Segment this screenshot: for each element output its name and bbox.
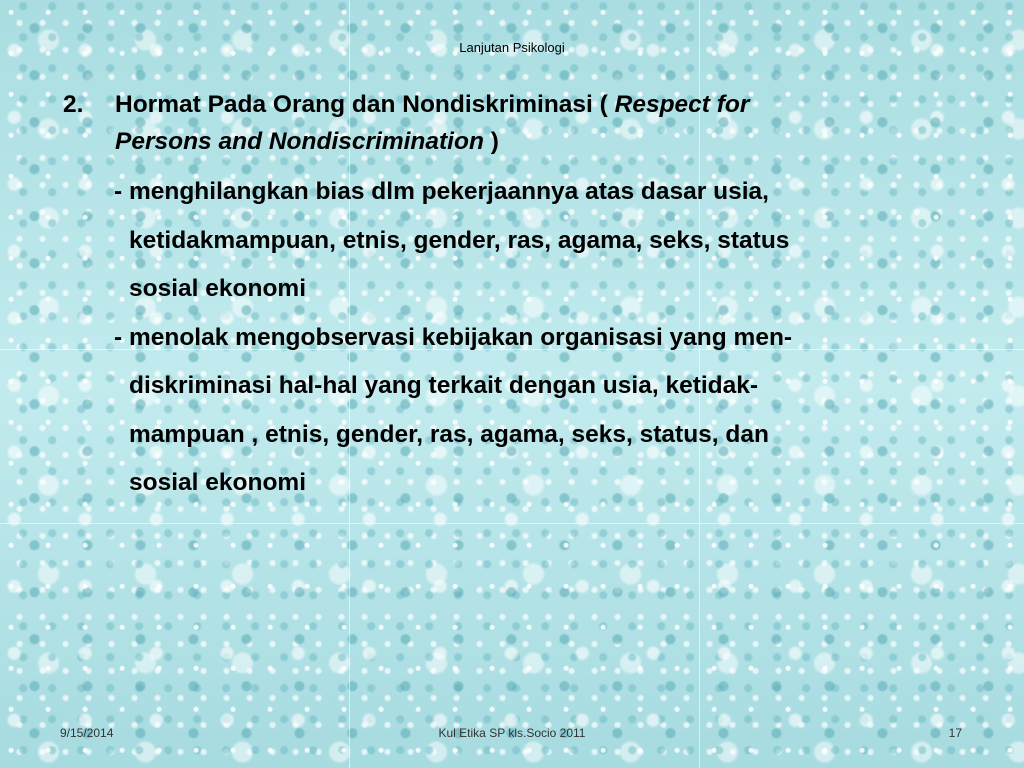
- slide-header: Lanjutan Psikologi: [459, 40, 565, 55]
- heading-text: Hormat Pada Orang dan Nondiskriminasi (: [115, 91, 608, 118]
- heading-italic-text: Persons and Nondiscrimination: [115, 128, 484, 155]
- bullet-line: diskriminasi hal-hal yang terkait dengan usia, ketidak-: [129, 372, 759, 399]
- bullet-line: sosial ekonomi: [129, 469, 307, 496]
- bullet-item: [60, 314, 960, 508]
- slide-body: [60, 86, 960, 508]
- bullet-item: [60, 168, 960, 314]
- bullet-line: - menghilangkan bias dlm pekerjaannya atas dasar usia,: [114, 178, 769, 205]
- bullet-line: - menolak mengobservasi kebijakan organisasi yang men-: [114, 323, 793, 351]
- bullet-line: sosial ekonomi: [129, 275, 307, 302]
- background-tile-line: [0, 523, 1024, 524]
- bullet-line: ketidakmampuan, etnis, gender, ras, agama, seks, status: [129, 226, 790, 254]
- footer-date: 9/15/2014: [60, 726, 114, 740]
- footer-page-number: 17: [948, 726, 962, 740]
- bullet-line: mampuan , etnis, gender, ras, agama, seks, status, dan: [129, 420, 769, 448]
- footer-title: Kul Etika SP kls.Socio 2011: [438, 726, 586, 740]
- heading-italic-text: Respect for: [614, 91, 750, 118]
- heading-close: ): [490, 128, 499, 155]
- point-heading: [60, 86, 960, 160]
- point-number: 2.: [63, 91, 84, 118]
